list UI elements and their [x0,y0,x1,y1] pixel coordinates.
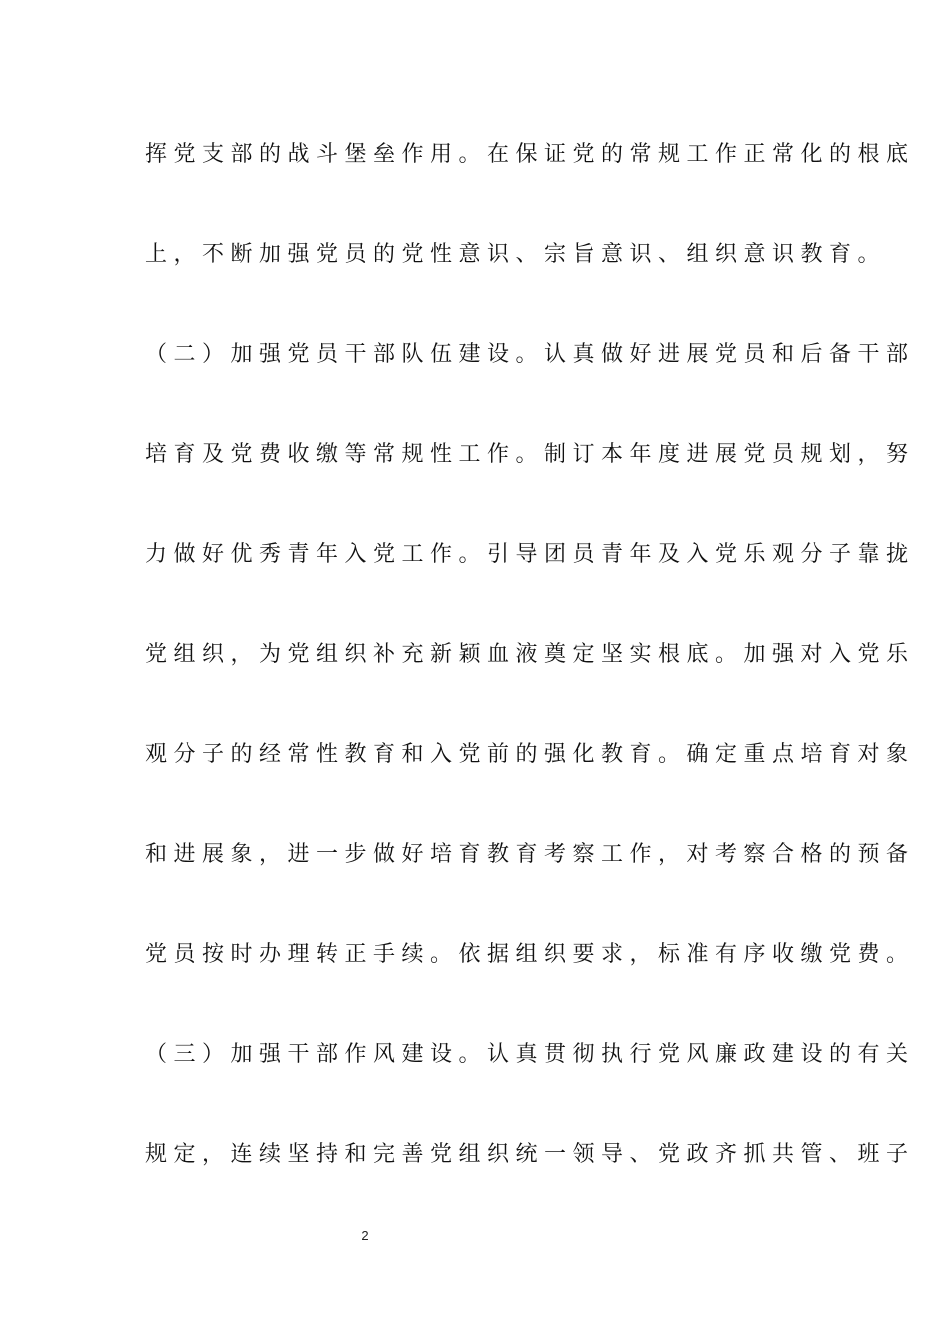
text-line: （三）加强干部作风建设。认真贯彻执行党风廉政建设的有关 [145,1042,915,1067]
text-line: （二）加强党员干部队伍建设。认真做好进展党员和后备干部 [145,342,915,367]
text-line: 党员按时办理转正手续。依据组织要求，标准有序收缴党费。 [145,942,915,967]
text-line: 力做好优秀青年入党工作。引导团员青年及入党乐观分子靠拢 [145,542,915,567]
text-line: 培育及党费收缴等常规性工作。制订本年度进展党员规划，努 [145,442,915,467]
text-line: 上，不断加强党员的党性意识、宗旨意识、组织意识教育。 [145,242,887,267]
text-line: 观分子的经常性教育和入党前的强化教育。确定重点培育对象 [145,742,915,767]
text-line: 和进展象，进一步做好培育教育考察工作，对考察合格的预备 [145,842,915,867]
text-line: 规定，连续坚持和完善党组织统一领导、党政齐抓共管、班子 [145,1142,915,1167]
body-text [145,130,915,1230]
page-number: 2 [361,1228,369,1243]
text-line: 党组织，为党组织补充新颖血液奠定坚实根底。加强对入党乐 [145,642,915,667]
text-line: 挥党支部的战斗堡垒作用。在保证党的常规工作正常化的根底 [145,142,915,167]
